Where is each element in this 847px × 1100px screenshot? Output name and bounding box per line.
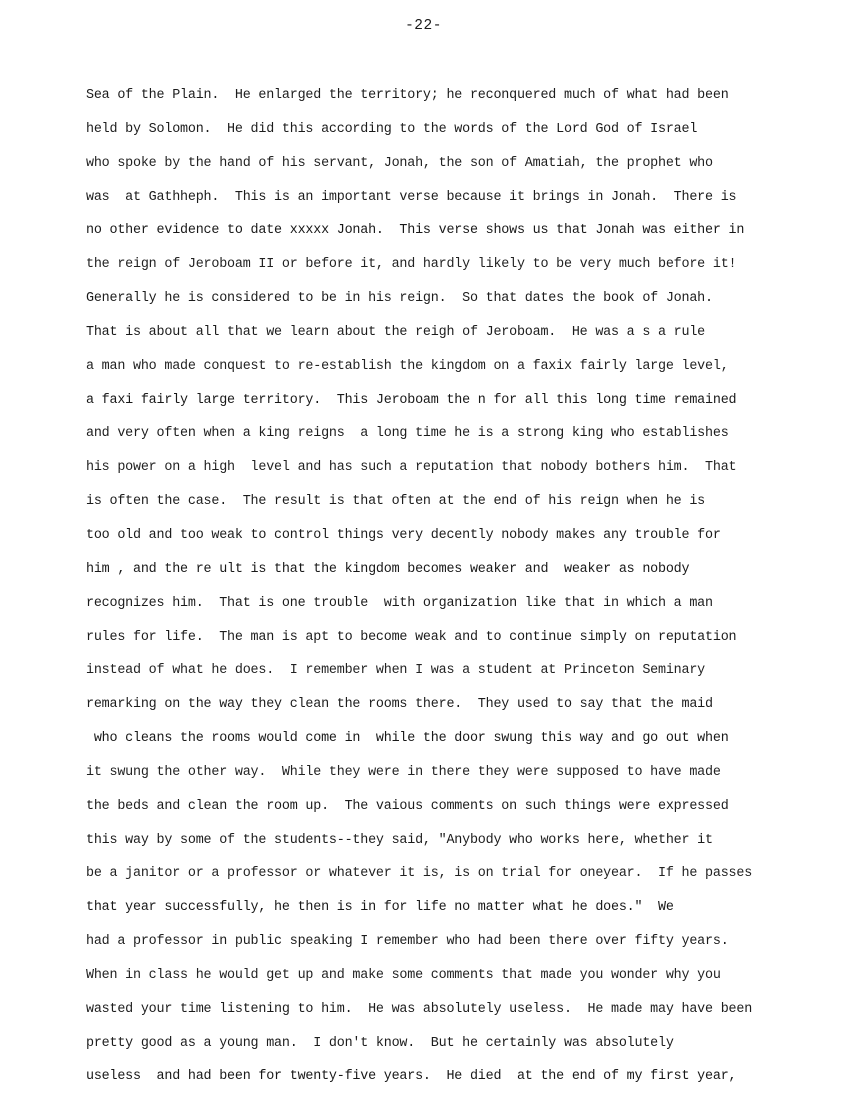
text-line: his power on a high level and has such a reputation that nobody bothers him. That — [86, 460, 737, 476]
body-text — [86, 86, 826, 1100]
text-line: recognizes him. That is one trouble with organization like that in which a man — [86, 595, 713, 611]
text-line: wasted your time listening to him. He was absolutely useless. He made may have been — [86, 1001, 753, 1017]
text-line: him , and the re ult is that the kingdom becomes weaker and weaker as nobody — [86, 561, 690, 577]
text-line: useless and had been for twenty-five years. He died at the end of my first year, — [86, 1069, 737, 1085]
text-line: Generally he is considered to be in his reign. So that dates the book of Jonah. — [86, 291, 713, 307]
text-line: a man who made conquest to re-establish the kingdom on a faxix fairly large level, — [86, 358, 729, 374]
text-line: who spoke by the hand of his servant, Jonah, the son of Amatiah, the prophet who — [86, 155, 713, 171]
text-line: pretty good as a young man. I don't know. But he certainly was absolutely — [86, 1035, 674, 1051]
text-line: When in class he would get up and make some comments that made you wonder why you — [86, 967, 721, 983]
text-line: Sea of the Plain. He enlarged the territory; he reconquered much of what had been — [86, 88, 729, 103]
text-line: no other evidence to date xxxxx Jonah. This verse shows us that Jonah was either in — [86, 223, 745, 239]
text-line: the beds and clean the room up. The vaious comments on such things were expressed — [86, 798, 729, 814]
text-line: That is about all that we learn about the reigh of Jeroboam. He was a s a rule — [86, 324, 706, 340]
text-line: instead of what he does. I remember when I was a student at Princeton Seminary — [86, 663, 706, 679]
text-line: the reign of Jeroboam II or before it, and hardly likely to be very much before it! — [86, 257, 737, 273]
text-line: a faxi fairly large territory. This Jeroboam the n for all this long time remained — [86, 392, 737, 408]
text-line: remarking on the way they clean the rooms there. They used to say that the maid — [86, 697, 713, 713]
page-number: -22- — [405, 18, 442, 34]
text-line: and very often when a king reigns a long time he is a strong king who establishes — [86, 426, 729, 442]
text-line: be a janitor or a professor or whatever it is, is on trial for oneyear. If he passes — [86, 866, 753, 882]
text-line: it swung the other way. While they were in there they were supposed to have made — [86, 764, 721, 780]
text-line: was at Gathheph. This is an important verse because it brings in Jonah. There is — [86, 189, 737, 205]
text-line: that year successfully, he then is in for life no matter what he does." We — [86, 900, 674, 916]
text-line: had a professor in public speaking I remember who had been there over fifty years. — [86, 934, 729, 950]
text-line: rules for life. The man is apt to become weak and to continue simply on reputation — [86, 629, 737, 645]
text-line: this way by some of the students--they said, "Anybody who works here, whether it — [86, 832, 713, 848]
text-line: held by Solomon. He did this according to the words of the Lord God of Israel — [86, 121, 698, 137]
text-line: who cleans the rooms would come in while the door swung this way and go out when — [86, 731, 729, 747]
text-line: is often the case. The result is that often at the end of his reign when he is — [86, 494, 706, 510]
text-line: too old and too weak to control things very decently nobody makes any trouble for — [86, 527, 721, 543]
